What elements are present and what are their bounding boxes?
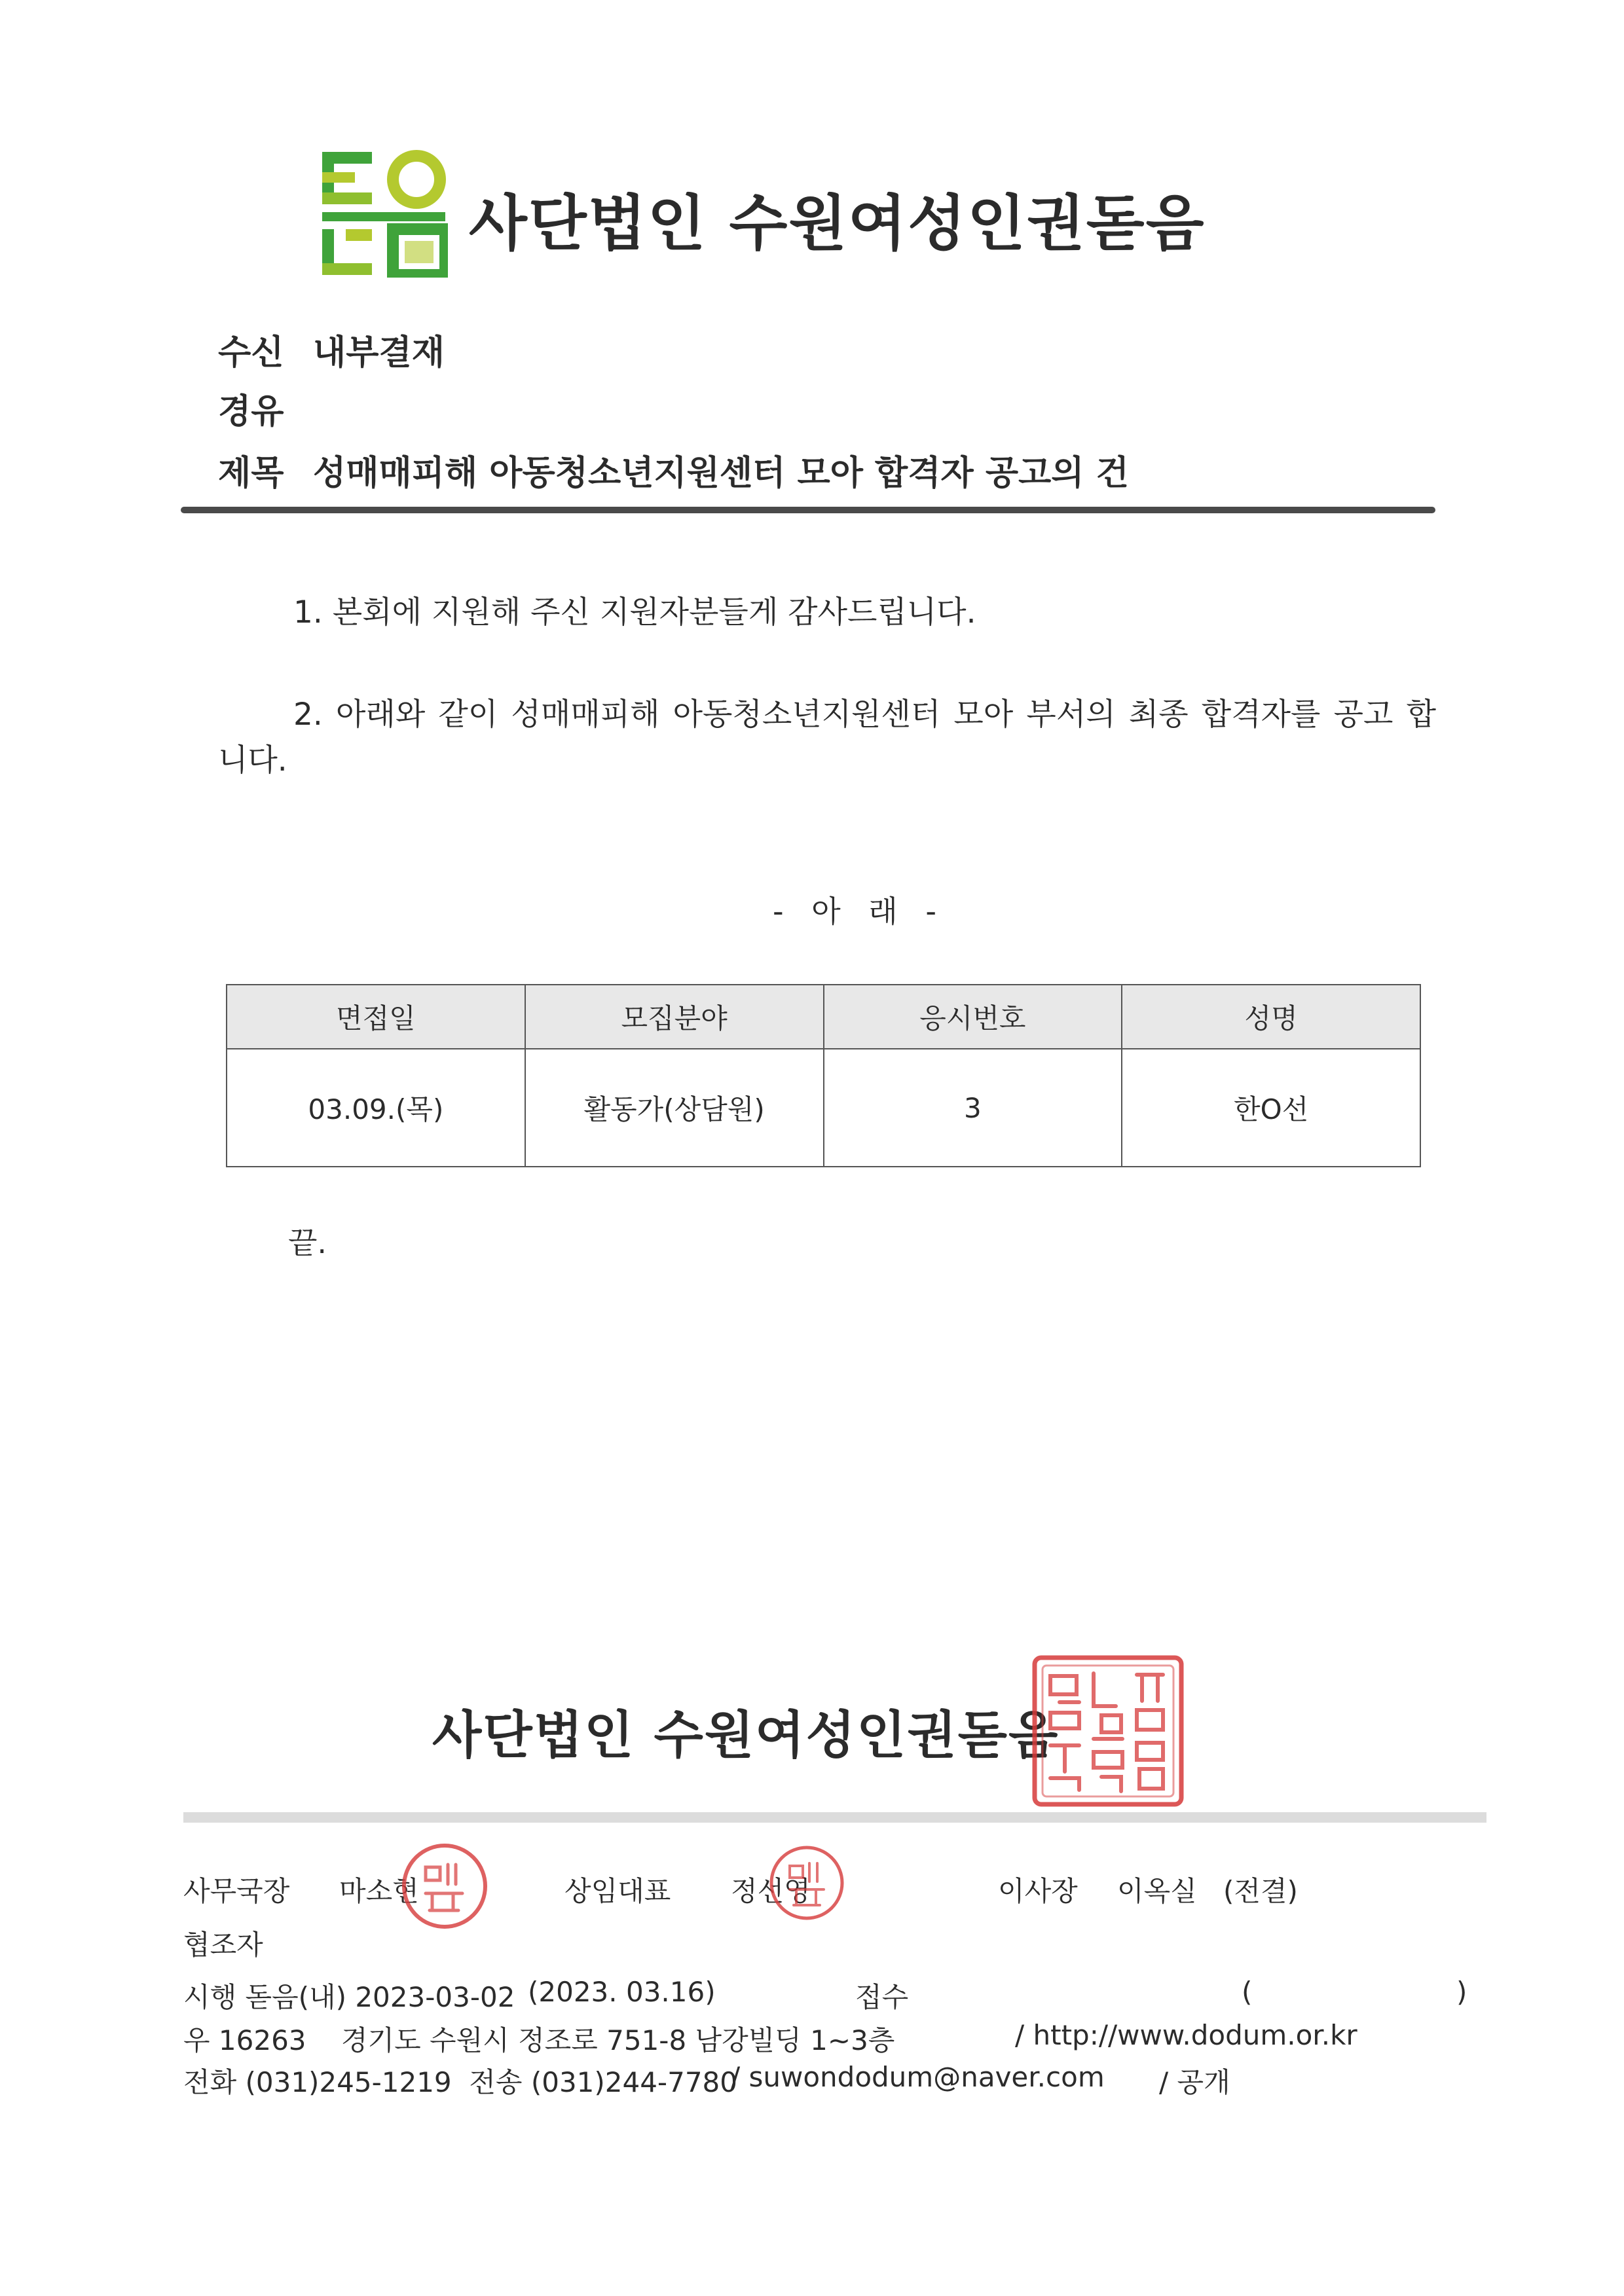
cell-interview-date: 03.09.(목) bbox=[227, 1049, 525, 1167]
chair-name: 이옥실 bbox=[1117, 1875, 1197, 1907]
notice-heading: - 아 래 - bbox=[773, 894, 946, 929]
secretary-name: 마소현 bbox=[339, 1875, 419, 1907]
secretary-seal-icon bbox=[399, 1841, 490, 1931]
disclosure-status: / 공개 bbox=[1159, 2066, 1230, 2098]
paragraph-2-line-2: 니다. bbox=[218, 742, 287, 778]
footer-org-name: 사단법인 수원여성인권돋음 bbox=[432, 1706, 1060, 1765]
secretary-label: 사무국장 bbox=[183, 1875, 290, 1907]
via-label: 경유 bbox=[218, 392, 284, 431]
receipt-label: 접수 bbox=[855, 1981, 909, 2013]
address: 우 16263 경기도 수원시 정조로 751-8 남강빌딩 1~3층 bbox=[183, 2024, 895, 2056]
subject-label: 제목 bbox=[218, 454, 284, 493]
paragraph-2-line-1: 2. 아래와 같이 성매매피해 아동청소년지원센터 모아 부서의 최종 합격자를 공고 합 bbox=[293, 697, 1436, 733]
cooperator-label: 협조자 bbox=[183, 1929, 263, 1961]
representative-seal-icon bbox=[767, 1844, 846, 1922]
rep-name: 정선영 bbox=[731, 1875, 811, 1907]
cell-name: 한O선 bbox=[1122, 1049, 1420, 1167]
receipt-paren-open: ( bbox=[1242, 1976, 1253, 2008]
official-seal-icon bbox=[1031, 1654, 1185, 1808]
table-row bbox=[227, 1049, 1420, 1167]
header-recruit-field: 모집분야 bbox=[525, 985, 824, 1049]
footer-divider bbox=[183, 1812, 1486, 1823]
enforcement-line: 시행 돋음(내) 2023-03-02 bbox=[183, 1981, 515, 2013]
email-link[interactable]: / suwondodum@naver.com bbox=[731, 2061, 1105, 2093]
paragraph-1: 1. 본회에 지원해 주신 지원자분들게 감사드립니다. bbox=[293, 594, 976, 630]
header-interview-date: 면접일 bbox=[227, 985, 525, 1049]
subject-value: 성매매피해 아동청소년지원센터 모아 합격자 공고의 건 bbox=[313, 454, 1129, 493]
website-link[interactable]: / http://www.dodum.or.kr bbox=[1015, 2019, 1357, 2051]
end-mark: 끝. bbox=[288, 1225, 327, 1260]
rep-label: 상임대표 bbox=[564, 1875, 671, 1907]
header-name: 성명 bbox=[1122, 985, 1420, 1049]
enforcement-date: (2023. 03.16) bbox=[528, 1976, 716, 2008]
org-title: 사단법인 수원여성인권돋음 bbox=[469, 189, 1206, 259]
table-header-row bbox=[227, 985, 1420, 1049]
chair-note: (전결) bbox=[1223, 1875, 1298, 1907]
result-table bbox=[226, 984, 1421, 1167]
recipient-value: 내부결재 bbox=[313, 333, 445, 373]
header-divider bbox=[181, 507, 1435, 513]
phone-fax: 전화 (031)245-1219 전송 (031)244-7780 bbox=[183, 2066, 737, 2098]
dodum-logo-icon bbox=[320, 149, 448, 278]
recipient-label: 수신 bbox=[218, 333, 284, 373]
cell-recruit-field: 활동가(상담원) bbox=[525, 1049, 824, 1167]
chair-label: 이사장 bbox=[998, 1875, 1078, 1907]
header-applicant-number: 응시번호 bbox=[824, 985, 1122, 1049]
cell-applicant-number: 3 bbox=[824, 1049, 1122, 1167]
receipt-paren-close: ) bbox=[1456, 1976, 1467, 2008]
